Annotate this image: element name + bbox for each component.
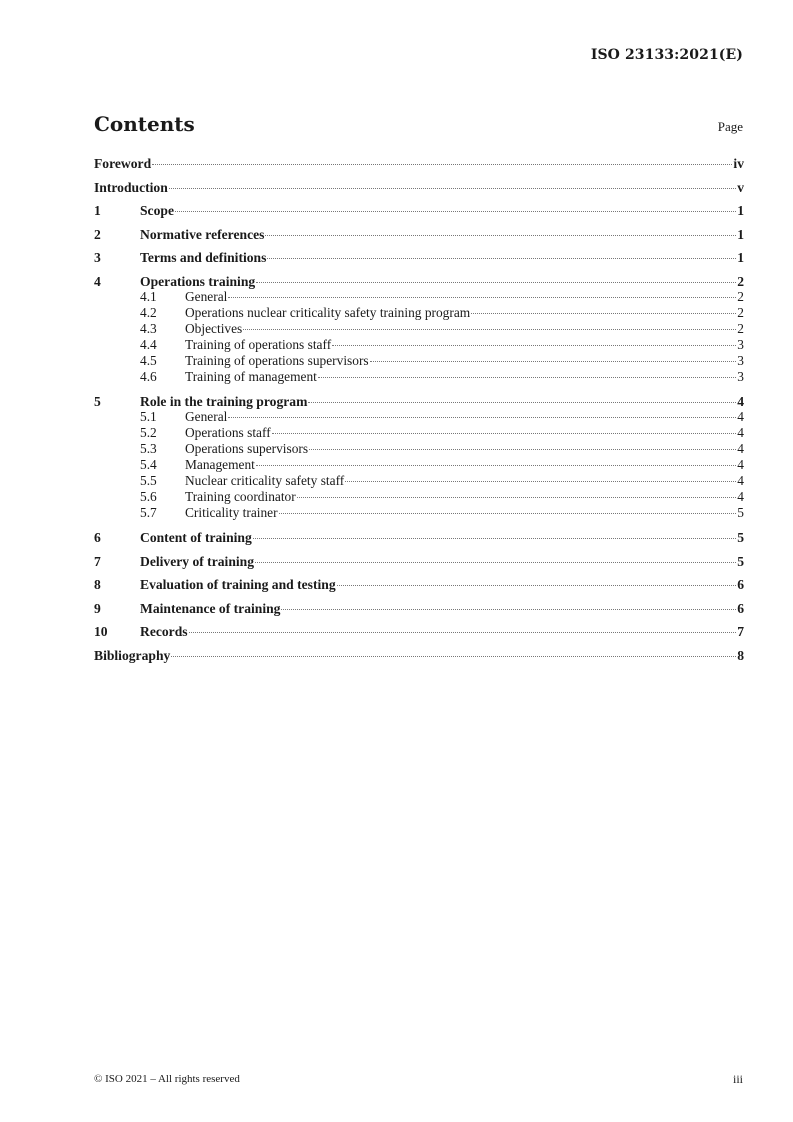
toc-entry-title: Content of training — [140, 529, 252, 545]
toc-entry-number: 1 — [94, 203, 101, 219]
toc-entry-number: 5.1 — [140, 408, 157, 424]
toc-entry-page: v — [737, 179, 744, 195]
toc-entry-page: 7 — [737, 624, 744, 640]
dot-leader — [370, 361, 737, 362]
toc-entry-number: 8 — [94, 577, 101, 593]
toc-entry-number: 4.4 — [140, 336, 157, 352]
toc-subentry[interactable] — [94, 305, 744, 321]
dot-leader — [272, 433, 737, 434]
toc-entry-number: 6 — [94, 529, 101, 545]
toc-entry-number: 5.3 — [140, 440, 157, 456]
toc-entry-number: 5.4 — [140, 456, 157, 472]
toc-entry-number: 4.5 — [140, 352, 157, 368]
toc-entry-number: 5.5 — [140, 472, 157, 488]
dot-leader — [309, 449, 736, 450]
toc-entry-page: 1 — [737, 203, 744, 219]
dot-leader — [318, 377, 736, 378]
toc-entry-page: 1 — [737, 226, 744, 242]
toc-entry-page: 1 — [737, 250, 744, 266]
toc-subentry[interactable] — [94, 425, 744, 441]
toc-entry-number: 5 — [94, 393, 101, 409]
toc-subentry[interactable] — [94, 505, 744, 529]
toc-entry-number: 10 — [94, 624, 108, 640]
dot-leader — [152, 164, 732, 165]
dot-leader — [345, 481, 736, 482]
toc-entry-page: 5 — [737, 504, 744, 520]
toc-entry-page: 2 — [737, 288, 744, 304]
toc-subentry[interactable] — [94, 489, 744, 505]
toc-entry-page: 4 — [737, 424, 744, 440]
toc-entry-title: Evaluation of training and testing — [140, 577, 336, 593]
toc-subentry[interactable] — [94, 369, 744, 393]
toc-entry-number: 4.2 — [140, 304, 157, 320]
dot-leader — [189, 632, 737, 633]
dot-leader — [265, 235, 736, 236]
toc-entry[interactable] — [94, 553, 744, 577]
toc-entry-title: Terms and definitions — [140, 250, 267, 266]
page-column-label: Page — [717, 119, 743, 134]
toc-entry-number: 2 — [94, 226, 101, 242]
toc-entry-page: 2 — [737, 320, 744, 336]
toc-entry-title: Training coordinator — [185, 488, 296, 504]
toc-entry-title: Nuclear criticality safety staff — [185, 472, 345, 488]
toc-entry[interactable] — [94, 576, 744, 600]
toc-subentry[interactable] — [94, 457, 744, 473]
toc-entry-title: Objectives — [185, 320, 243, 336]
toc-subentry[interactable] — [94, 353, 744, 369]
toc-entry[interactable] — [94, 202, 744, 226]
toc-entry-page: 3 — [737, 368, 744, 384]
toc-entry-title: Training of management — [185, 368, 317, 384]
dot-leader — [243, 329, 736, 330]
toc-entry-number: 7 — [94, 553, 101, 569]
toc-entry-title: Records — [140, 624, 188, 640]
toc-entry[interactable] — [94, 600, 744, 624]
toc-entry-number: 5.2 — [140, 424, 157, 440]
dot-leader — [255, 562, 736, 563]
toc-entry-page: 4 — [737, 440, 744, 456]
toc-entry[interactable] — [94, 393, 744, 409]
toc-entry-page: 4 — [737, 408, 744, 424]
toc-entry-page: 4 — [737, 472, 744, 488]
toc-entry-page: 4 — [737, 393, 744, 409]
document-id: ISO 23133:2021(E) — [590, 47, 743, 63]
toc-entry-number: 3 — [94, 250, 101, 266]
toc-entry-page: 5 — [737, 529, 744, 545]
toc-entry[interactable] — [94, 647, 744, 671]
contents-title: Contents — [94, 112, 195, 136]
toc-entry[interactable] — [94, 226, 744, 250]
dot-leader — [281, 609, 736, 610]
dot-leader — [228, 417, 736, 418]
toc-entry-page: 2 — [737, 304, 744, 320]
toc-entry-title: Operations staff — [185, 424, 271, 440]
toc-entry-title: Criticality trainer — [185, 504, 278, 520]
toc-subentry[interactable] — [94, 289, 744, 305]
toc-entry-number: 4.6 — [140, 368, 157, 384]
dot-leader — [256, 282, 736, 283]
dot-leader — [332, 345, 736, 346]
dot-leader — [171, 656, 736, 657]
toc-entry-number: 5.7 — [140, 504, 157, 520]
dot-leader — [169, 188, 736, 189]
toc-entry-page: 6 — [737, 600, 744, 616]
toc-entry-page: 8 — [737, 647, 744, 663]
toc-entry[interactable] — [94, 273, 744, 289]
toc-entry-number: 5.6 — [140, 488, 157, 504]
toc-entry-title: Role in the training program — [140, 393, 308, 409]
toc-entry-page: 6 — [737, 577, 744, 593]
toc-entry-number: 4 — [94, 273, 101, 289]
toc-entry-title: Introduction — [94, 179, 168, 195]
toc-subentry[interactable] — [94, 321, 744, 337]
toc-entry[interactable] — [94, 623, 744, 647]
toc-entry-title: Scope — [140, 203, 174, 219]
toc-entry-page: 4 — [737, 456, 744, 472]
toc-entry-page: 5 — [737, 553, 744, 569]
toc-entry-page: 2 — [737, 273, 744, 289]
toc-entry-title: General — [185, 408, 228, 424]
footer-copyright: © ISO 2021 – All rights reserved — [94, 1073, 240, 1085]
toc-entry-title: Maintenance of training — [140, 600, 281, 616]
toc-entry-title: Operations training — [140, 273, 256, 289]
toc-entry[interactable] — [94, 179, 744, 203]
dot-leader — [337, 585, 737, 586]
toc-entry-number: 4.1 — [140, 288, 157, 304]
toc-entry-title: Management — [185, 456, 255, 472]
dot-leader — [471, 313, 736, 314]
footer-page-number: iii — [732, 1072, 743, 1086]
toc-entry-title: Foreword — [94, 156, 152, 171]
toc-subentry[interactable] — [94, 473, 744, 489]
dot-leader — [175, 211, 736, 212]
dot-leader — [279, 513, 737, 514]
toc-entry-page: 3 — [737, 336, 744, 352]
dot-leader — [308, 402, 736, 403]
toc-entry[interactable] — [94, 249, 744, 273]
toc-entry-title: Operations supervisors — [185, 440, 309, 456]
dot-leader — [297, 497, 737, 498]
toc-entry-page: 3 — [737, 352, 744, 368]
toc-subentry[interactable] — [94, 337, 744, 353]
toc-entry[interactable] — [94, 155, 744, 179]
toc-entry-number: 9 — [94, 600, 101, 616]
toc-entry-title: Bibliography — [94, 647, 171, 663]
toc-entry-page: 4 — [737, 488, 744, 504]
toc-subentry[interactable] — [94, 409, 744, 425]
dot-leader — [267, 258, 736, 259]
toc-entry-number: 4.3 — [140, 320, 157, 336]
toc-subentry[interactable] — [94, 441, 744, 457]
dot-leader — [228, 297, 736, 298]
table-of-contents — [94, 155, 744, 671]
dot-leader — [256, 465, 736, 466]
toc-entry[interactable] — [94, 529, 744, 553]
toc-entry-title: Operations nuclear criticality safety training program — [185, 304, 471, 320]
dot-leader — [253, 538, 736, 539]
toc-entry-title: Delivery of training — [140, 553, 255, 569]
toc-entry-title: Training of operations supervisors — [185, 352, 369, 368]
toc-entry-page: iv — [733, 156, 744, 171]
toc-entry-title: Training of operations staff — [185, 336, 332, 352]
toc-entry-title: General — [185, 288, 228, 304]
toc-entry-title: Normative references — [140, 226, 265, 242]
